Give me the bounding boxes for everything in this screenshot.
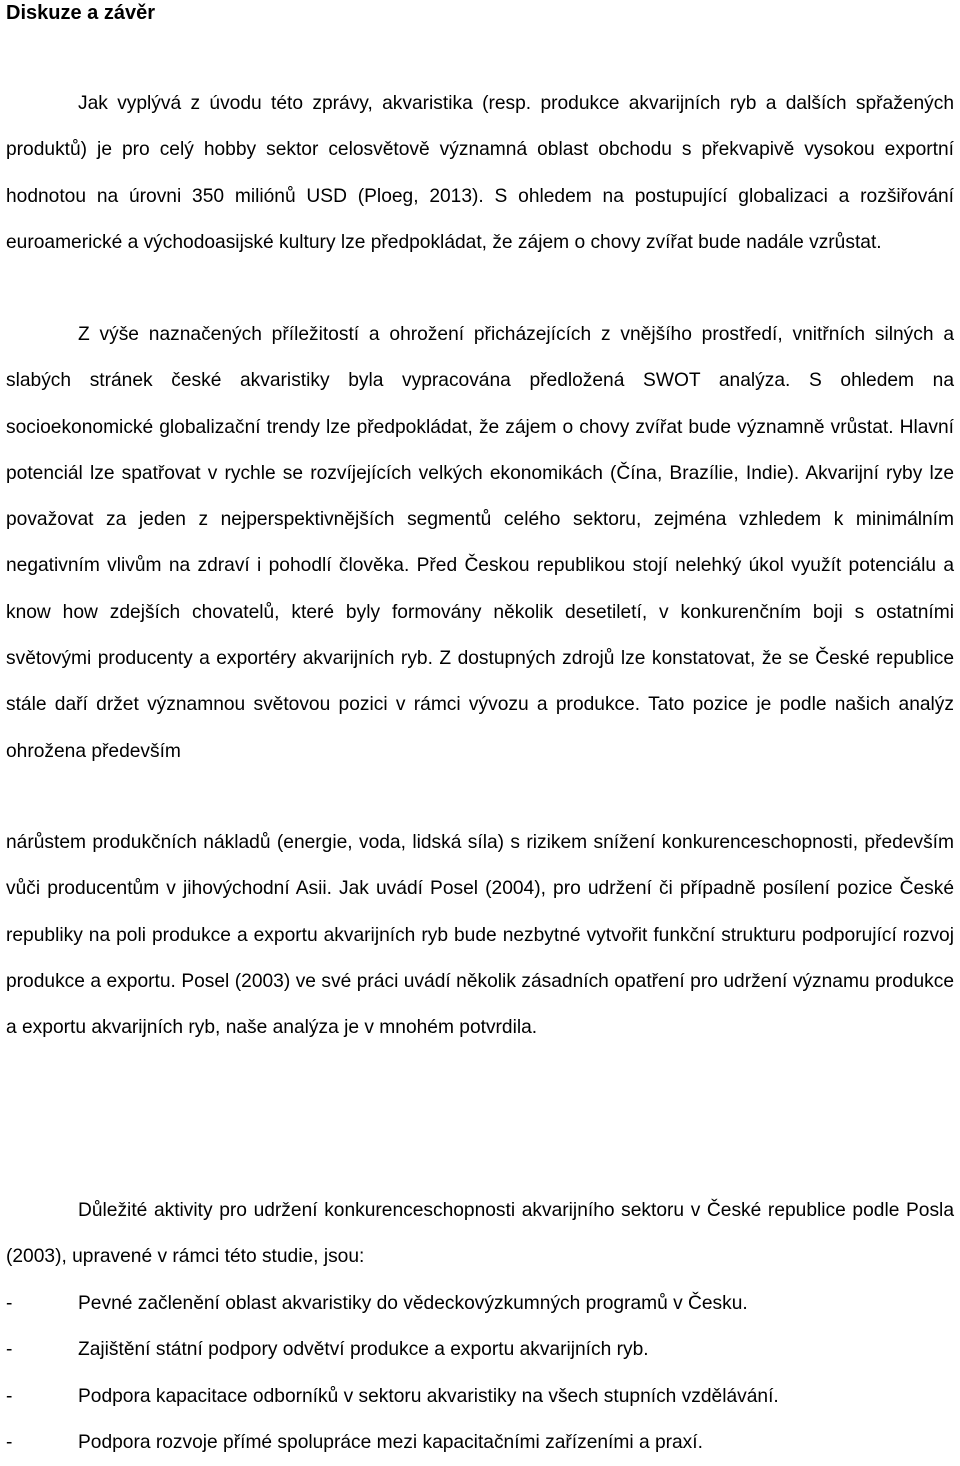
paragraph-intro: Jak vyplývá z úvodu této zprávy, akvaristika (resp. produkce akvarijních ryb a dalších spřažených produktů) je pro celý hobby sektor celosvětově významná oblast obchodu s překvapivě vysokou exportní hodnotou na úrovni 350 miliónů USD (Ploeg, 2013). S ohledem na postupující globalizaci a rozšiřování euroamerické a východoasijské kultury lze předpokládat, že zájem o chovy zvířat bude nadále vzrůstat. (6, 93, 954, 253)
activities-list (6, 1281, 954, 1466)
list-item-text: Zajištění státní podpory odvětví produkce a exportu akvarijních ryb. (78, 1339, 649, 1361)
section-heading: Diskuze a závěr (6, 2, 155, 24)
list-dash: - (6, 1385, 13, 1407)
list-item (6, 1327, 954, 1373)
list-item-text: Podpora kapacitace odborníků v sektoru akvaristiky na všech stupních vzdělávání. (78, 1385, 779, 1407)
list-item-text: Pevné začlenění oblast akvaristiky do vědeckovýzkumných programů v Česku. (78, 1293, 748, 1314)
paragraph-swot: Z výše naznačených příležitostí a ohrožení přicházejících z vnějšího prostředí, vnitřních silných a slabých stránek české akvaristiky byla vypracována předložená SWOT analýza. S ohledem na socioekonomické globalizační trendy lze předpokládat, že zájem o chovy zvířat bude významně vrůstat. Hlavní potenciál lze spatřovat v rychle se rozvíjejících velkých ekonomikách (Čína, Brazílie, Indie). Akvarijní ryby lze považovat za jeden z nejperspektivnějších segmentů celého sektoru, zejména vzhledem k minimálním negativním vlivům na zdraví i pohodlí člověka. Před Českou republikou stojí nelehký úkol využít potenciálu a know how zdejších chovatelů, které byly formovány několik desetiletí, v konkurenčním boji s ostatními světovými producenty a exportéry akvarijních ryb. Z dostupných zdrojů lze konstatovat, že se České republice stále daří držet významnou světovou pozici v rámci vývozu a produkce. Tato pozice je podle našich analýz ohrožena především (6, 324, 954, 762)
list-item (6, 1420, 954, 1466)
list-item (6, 1374, 954, 1420)
list-item-text: Podpora rozvoje přímé spolupráce mezi kapacitačními zařízeními a praxí. (78, 1431, 703, 1453)
list-dash: - (6, 1339, 13, 1361)
list-dash: - (6, 1293, 13, 1314)
paragraph-activities-intro: Důležité aktivity pro udržení konkurenceschopnosti akvarijního sektoru v České republice podle Posla (2003), upravené v rámci této studie, jsou: (6, 1200, 954, 1268)
list-dash: - (6, 1431, 13, 1453)
paragraph-costs: nárůstem produkčních nákladů (energie, voda, lidská síla) s rizikem snížení konkurenceschopnosti, především vůči producentům v jihovýchodní Asii. Jak uvádí Posel (2004), pro udržení či případně posílení pozice České republiky na poli produkce a exportu akvarijních ryb bude nezbytné vytvořit funkční strukturu podporující rozvoj produkce a exportu. Posel (2003) ve své práci uvádí několik zásadních opatření pro udržení významu produkce a exportu akvarijních ryb, naše analýza je v mnohém potvrdila. (6, 832, 954, 1039)
list-item (6, 1281, 954, 1327)
